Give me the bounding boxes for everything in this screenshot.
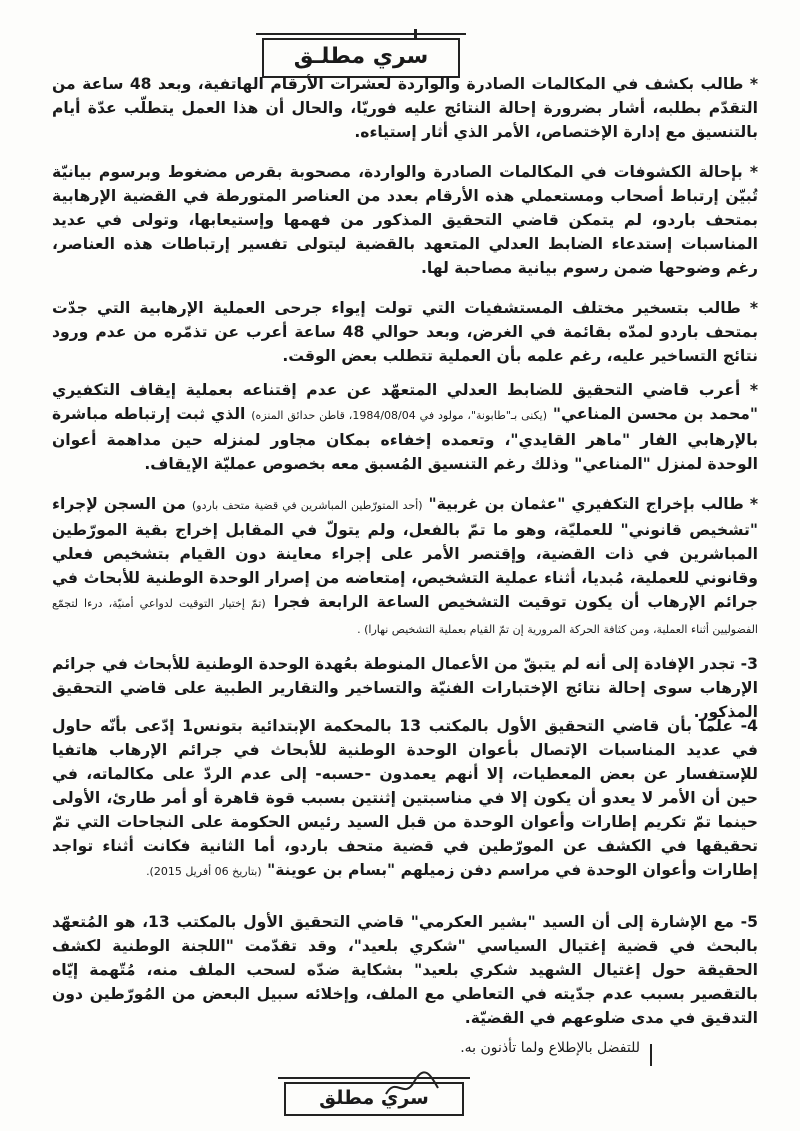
classification-label: سري مطلـق — [293, 44, 429, 69]
paragraph-8 — [52, 910, 758, 1030]
paragraph-text — [52, 714, 758, 884]
paragraph-text — [52, 492, 758, 642]
closing-mark — [650, 1044, 652, 1066]
paragraph-text-part: * طالب بإخراج التكفيري "عثمان بن غربية" — [428, 495, 758, 513]
paragraph-text: * طالب بكشف في المكالمات الصادرة والواردة لعشرات الأرقام الهاتفية، وبعد 48 ساعة من التقدّم بطلبه، أشار بضرورة إحالة النتائج عليه فوريّا، والحال أن هذا العمل يتطلّب عدّة أيام بالتنسيق مع إدارة الإختصاص، الأمر الذي أثار إستياءه. — [52, 75, 758, 141]
classification-label: سري مطلق — [319, 1087, 429, 1109]
paragraph-7 — [52, 714, 758, 884]
paragraph-text-part: * أعرب قاضي التحقيق للضابط العدلي المتعهّد عن عدم إقتناعه بعملية إيقاف التكفيري "محمد بن محسن المناعي" — [52, 381, 758, 423]
paragraph-text-part: من السجن لإجراء "تشخيص قانوني" للعمليّة، وهو ما تمّ بالفعل، ولم يتولّ في المقابل إخراج بقية المورّطين المباشرين في ذات القضية، وإقتصر الأمر على إجراء معاينة دون القيام بتشخيص فعلي وقانوني للعملية، مُبديا، أثناء عملية التشخيص، إمتعاضه من إصرار الوحدة الوطنية للأبحاث في جرائم الإرهاب أن يكون توقيت التشخيص الساعة الرابعة فجرا — [52, 495, 758, 611]
paragraph-note: (بتاريخ 06 أفريل 2015). — [146, 865, 262, 878]
paragraph-text: * طالب بتسخير مختلف المستشفيات التي تولت إيواء جرحى العملية الإرهابية التي جدّت بمتحف باردو لمدّه بقائمة في الغرض، وبعد حوالي 48 ساعة أعرب عن تذمّره من عدم ورود نتائج التساخير عليه، رغم علمه بأن العملية تتطلب بعض الوقت. — [52, 299, 758, 365]
paragraph-1 — [52, 72, 758, 144]
paragraph-text-part: 4- علما بأن قاضي التحقيق الأول بالمكتب 13 بالمحكمة الإبتدائية بتونس1 إدّعى بأنّه حاول في عديد المناسبات الإتصال بأعوان الوحدة الوطنية للأبحاث في جرائم الإرهاب هاتفيا للإستفسار عن بعض المعطيات، إلا أنهم يعمدون -حسبه- إلى عدم الردّ على مكالماته، في حين أن الأمر لا يعدو أن يكون إلا في مناسبتين إثنتين بسبب قوة قاهرة أو أمر طارئ، الأولى حينما تمّ تكريم إطارات وأعوان الوحدة من قبل السيد رئيس الحكومة على النجاحات التي تمّ تحقيقها في الكشف عن المورّطين في قضية متحف باردو، أما الثانية فكانت أثناء تواجد إطارات وأعوان الوحدة في مراسم دفن زميلهم "بسام بن عوينة" — [52, 717, 758, 879]
paragraph-text — [52, 378, 758, 476]
paragraph-3 — [52, 296, 758, 368]
paragraph-2 — [52, 160, 758, 280]
paragraph-text: 3- تجدر الإفادة إلى أنه لم يتبقّ من الأعمال المنوطة بعُهدة الوحدة الوطنية للأبحاث في جرائم الإرهاب سوى إحالة نتائج الإختبارات الفنيّة والتساخير والتقارير الطبية على قاضي التحقيق المذكور. — [52, 655, 758, 721]
paragraph-text: * بإحالة الكشوفات في المكالمات الصادرة والواردة، مصحوبة بقرص مضغوط وبرسوم بيانيّة تُبيّن إرتباط أصحاب ومستعملي هذه الأرقام بعدد من العناصر المتورطة في القضية الإرهابية بمتحف باردو، لم يتمكن قاضي التحقيق المذكور من فهمها وإستيعابها، وتولى في عديد المناسبات إستدعاء الضابط العدلي المتعهد بالقضية ليتولى تفسير إرتباطات هذه العناصر، رغم وضوحها ضمن رسوم بيانية مصاحبة لها. — [52, 163, 758, 277]
paragraph-note: (يكنى بـ"طابونة"، مولود في 1984/08/04، قاطن حدائق المنزه) — [251, 409, 548, 422]
paragraph-5 — [52, 492, 758, 642]
paragraph-note: (أحد المتورّطين المباشرين في قضية متحف باردو) — [191, 499, 423, 512]
paragraph-text: 5- مع الإشارة إلى أن السيد "بشير العكرمي" قاضي التحقيق الأول بالمكتب 13، هو المُتعهّد بالبحث في قضية إغتيال السياسي "شكري بلعيد"، وقد تقدّمت "اللجنة الوطنية لكشف الحقيقة حول إغتيال الشهيد شكري بلعيد" بشكاية ضدّه لسحب الملف منه، مُتّهمة إيّاه بالتقصير بسبب عدم جدّيته في التعاطي مع الملف، وإخلائه سبيل البعض من المُورّطين دون التدقيق في مدى ضلوعهم في القضيّة. — [52, 913, 758, 1027]
paragraph-4 — [52, 378, 758, 476]
paragraph-text-part: الذي ثبت إرتباطه مباشرة بالإرهابي الفار "ماهر القايدي"، وتعمده إخفاءه بمكان مجاور لمنزله حين مداهمة أعوان الوحدة لمنزل "المناعي" وذلك رغم التنسيق المُسبق معه بخصوص عمليّة الإيقاف. — [52, 405, 758, 473]
closing-line: للتفضل بالإطلاع ولما تأذنون به. — [460, 1040, 640, 1056]
classification-stamp-bottom — [284, 1082, 464, 1116]
paragraph-note: (تمّ إختيار التوقيت لدواعي أمنيّة، درءا لتجمّع الفضوليين أثناء العملية، ومن كثافة الحركة المرورية إن تمّ القيام بعملية التشخيص نهارا) . — [52, 597, 758, 636]
